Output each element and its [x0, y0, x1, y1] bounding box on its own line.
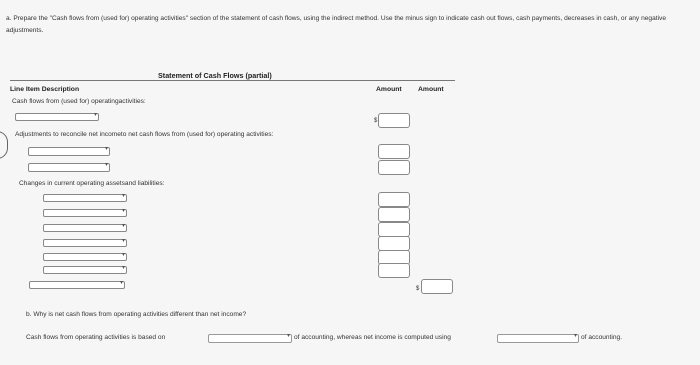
amount-input-net-income[interactable]: [378, 113, 410, 128]
dollar-sign-2: $: [416, 286, 420, 292]
accounting-basis-dropdown-2[interactable]: [497, 334, 579, 343]
amount-input-change-1[interactable]: [378, 192, 410, 207]
line-item-dropdown-total[interactable]: [29, 281, 125, 289]
line-item-dropdown-8[interactable]: [43, 253, 127, 261]
amount-input-change-6[interactable]: [378, 263, 410, 278]
row-label-cash-flows: Cash flows from (used for) operatingactivities:: [12, 98, 146, 105]
instructions-text: a. Prepare the "Cash flows from (used for) operating activities" section of the statement of cash flows, using the indirect method. Use the minus sign to indicate cash out flows, cash payments, decreases in cash, or any negative adjustments.: [6, 15, 666, 34]
column-header-description: Line Item Description: [10, 86, 80, 93]
line-item-dropdown-9[interactable]: [43, 266, 127, 274]
amount-input-adjustment-2[interactable]: [378, 160, 410, 175]
line-item-dropdown-4[interactable]: [43, 194, 127, 202]
line-item-dropdown-3[interactable]: [28, 163, 110, 172]
amount-input-total[interactable]: [421, 279, 453, 294]
row-label-changes: Changes in current operating assetsand liabilities:: [19, 180, 165, 187]
amount-input-adjustment-1[interactable]: [378, 144, 410, 159]
row-label-adjustments: Adjustments to reconcile net incometo net cash flows from (used for) operating activities:: [15, 131, 274, 138]
statement-title: Statement of Cash Flows (partial): [158, 71, 272, 80]
part-b-question: b. Why is net cash flows from operating activities different than net income?: [26, 311, 247, 318]
line-item-dropdown-6[interactable]: [43, 224, 127, 232]
left-brace-icon: [0, 131, 8, 159]
amount-input-change-4[interactable]: [378, 236, 410, 251]
accounting-basis-dropdown-1[interactable]: [208, 334, 292, 343]
column-header-amount-2: Amount: [418, 86, 444, 93]
line-item-dropdown-1[interactable]: [15, 113, 99, 121]
line-item-dropdown-7[interactable]: [43, 239, 127, 247]
line-item-dropdown-5[interactable]: [43, 209, 127, 217]
sentence-start: Cash flows from operating activities is based on: [26, 334, 166, 341]
dollar-sign-1: $: [374, 118, 378, 124]
column-header-amount-1: Amount: [376, 86, 402, 93]
amount-input-change-3[interactable]: [378, 222, 410, 237]
sentence-mid: of accounting, whereas net income is computed using: [294, 334, 451, 341]
header-divider: [10, 80, 455, 81]
sentence-end: of accounting.: [581, 334, 623, 341]
amount-input-change-2[interactable]: [378, 207, 410, 222]
line-item-dropdown-2[interactable]: [28, 147, 110, 156]
